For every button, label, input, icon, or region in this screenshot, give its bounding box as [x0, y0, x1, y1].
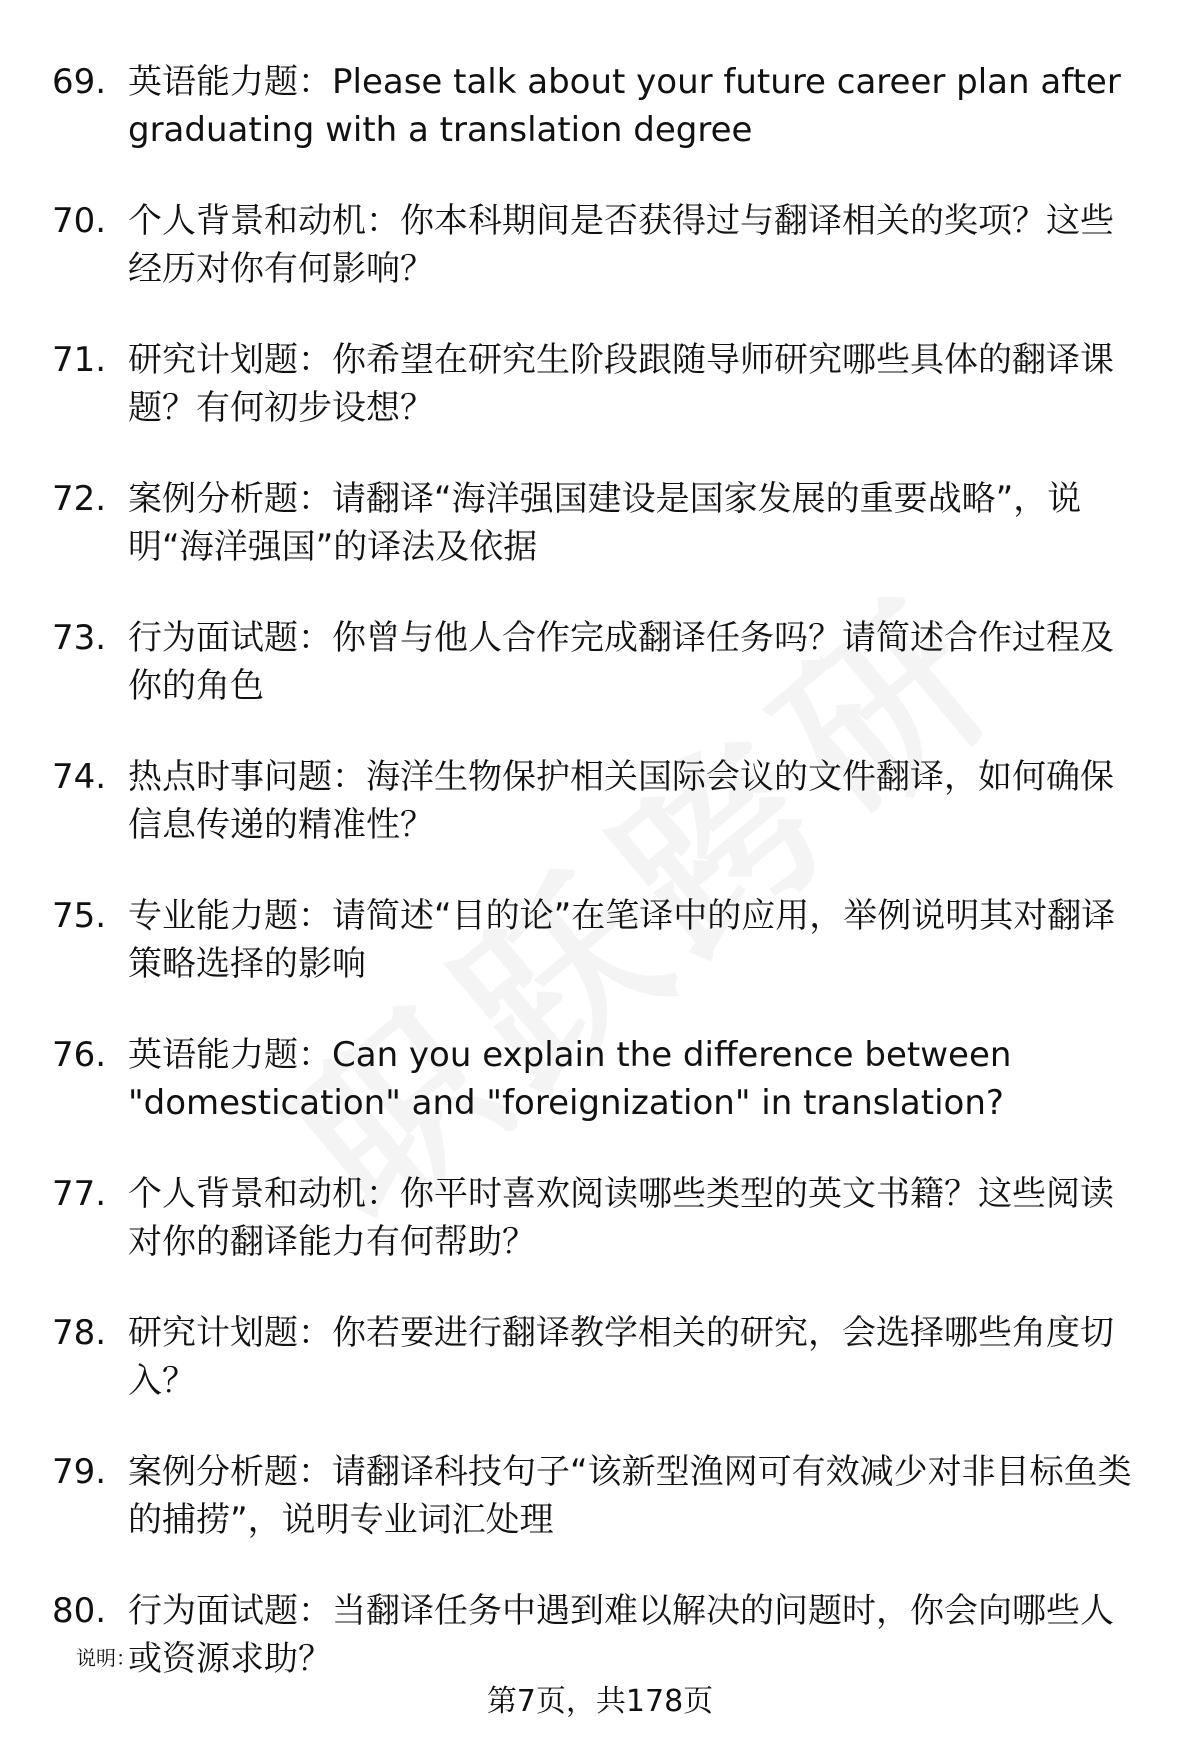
question-number: 80.	[52, 1591, 107, 1631]
question-number: 70.	[52, 201, 107, 241]
question-item	[52, 1170, 1142, 1266]
question-number: 76.	[52, 1035, 107, 1075]
question-number: 79.	[52, 1452, 107, 1492]
question-text: 行为面试题：你曾与他人合作完成翻译任务吗？请简述合作过程及你的角色	[128, 618, 1114, 706]
page-number-footer: 第7页，共178页	[486, 1684, 714, 1719]
question-number: 78.	[52, 1313, 107, 1353]
question-number: 75.	[52, 896, 107, 936]
question-text: 个人背景和动机：你平时喜欢阅读哪些类型的英文书籍？这些阅读对你的翻译能力有何帮助？	[128, 1174, 1114, 1262]
question-number: 74.	[52, 757, 107, 797]
question-text: 研究计划题：你若要进行翻译教学相关的研究，会选择哪些角度切入？	[128, 1313, 1114, 1401]
question-text: 英语能力题：Please talk about your future career plan after graduating with a translation degree	[128, 62, 1121, 150]
question-number: 71.	[52, 340, 107, 380]
question-text: 案例分析题：请翻译“海洋强国建设是国家发展的重要战略”，说明“海洋强国”的译法及依据	[128, 479, 1082, 567]
question-item	[52, 197, 1142, 293]
question-text: 行为面试题：当翻译任务中遇到难以解决的问题时，你会向哪些人或资源求助？	[128, 1591, 1114, 1679]
question-item	[52, 614, 1142, 710]
question-text: 案例分析题：请翻译科技句子“该新型渔网可有效减少对非目标鱼类的捕捞”，说明专业词汇处理	[128, 1452, 1132, 1540]
question-text: 英语能力题：Can you explain the difference between "domestication" and "foreignization" in translation?	[128, 1035, 1012, 1123]
question-number: 72.	[52, 479, 107, 519]
question-item	[52, 475, 1142, 571]
note-label: 说明：	[76, 1646, 136, 1670]
question-item	[52, 1031, 1142, 1127]
question-item	[52, 1587, 1142, 1683]
question-text: 专业能力题：请简述“目的论”在笔译中的应用，举例说明其对翻译策略选择的影响	[128, 896, 1116, 984]
question-item	[52, 336, 1142, 432]
question-item	[52, 1448, 1142, 1544]
question-text: 热点时事问题：海洋生物保护相关国际会议的文件翻译，如何确保信息传递的精准性？	[128, 757, 1114, 845]
question-item	[52, 1309, 1142, 1405]
question-number: 73.	[52, 618, 107, 658]
question-number: 69.	[52, 62, 107, 102]
question-item	[52, 892, 1142, 988]
question-item	[52, 58, 1142, 154]
question-item	[52, 753, 1142, 849]
question-text: 研究计划题：你希望在研究生阶段跟随导师研究哪些具体的翻译课题？有何初步设想？	[128, 340, 1114, 428]
question-list	[52, 58, 1142, 1726]
question-text: 个人背景和动机：你本科期间是否获得过与翻译相关的奖项？这些经历对你有何影响？	[128, 201, 1114, 289]
question-number: 77.	[52, 1174, 107, 1214]
